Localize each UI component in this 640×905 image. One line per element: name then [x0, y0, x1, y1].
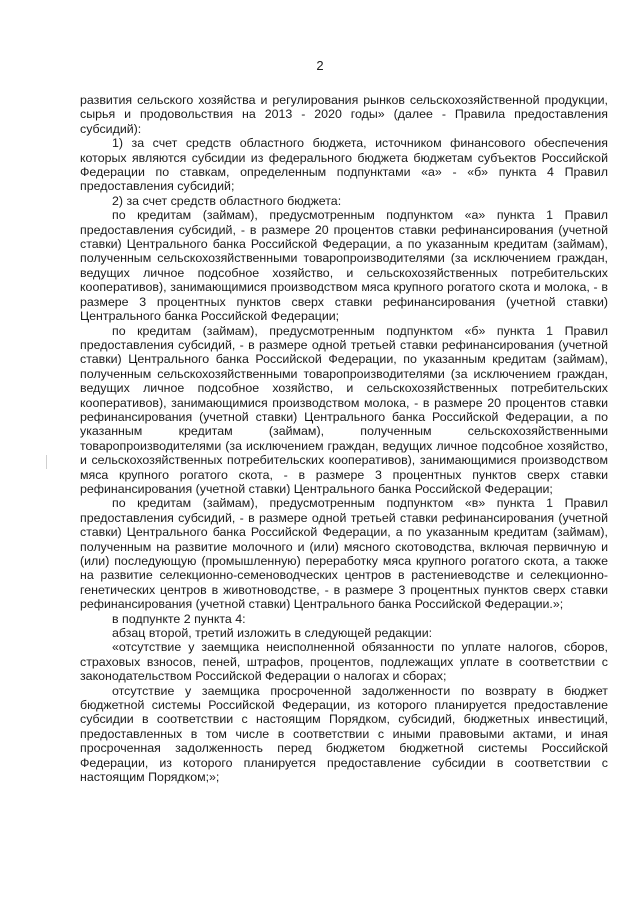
- paragraph-quote-taxes: «отсутствие у заемщика неисполненной обязанности по уплате налогов, сборов, страховых взносов, пеней, штрафов, процентов, подлежащих уплате в соответствии с законодательством Российской Федерации о налогах и сборах;: [80, 640, 608, 684]
- paragraph-subpoint-b: по кредитам (займам), предусмотренным подпунктом «б» пункта 1 Правил предоставления субсидий, - в размере одной третьей ставки рефинансирования (учетной ставки) Центрального банка Российской Федерации, по указанным кредитам (займам), полученным сельскохозяйственными товаропроизводителями (за исключением граждан, ведущих личное подсобное хозяйство, и сельскохозяйственных потребительских кооперативов), занимающимися производством молока, - в размере 20 процентов ставки рефинансирования (учетной ставки) Центрального банка Российской Федерации, а по указанным кредитам (займам), полученным сельскохозяйственными товаропроизводителями (за исключением граждан, ведущих личное подсобное хозяйство, и сельскохозяйственных потребительских кооперативов), занимающимися производством мяса крупного рогатого скота, - в размере 3 процентных пунктов сверх ставки рефинансирования (учетной ставки) Центрального банка Российской Федерации;: [80, 323, 608, 496]
- paragraph-item-2: 2) за счет средств областного бюджета:: [112, 193, 342, 208]
- paragraph-quote-debt: отсутствие у заемщика просроченной задолженности по возврату в бюджет бюджетной системы Российской Федерации, из которого планируется предоставление субсидии в соответствии с настоящим Порядком, субсидий, бюджетных инвестиций, предоставленных в том числе в соответствии с иными правовыми актами, и иная просроченная задолженность перед бюджетом бюджетной системы Российской Федерации, из которого планируется предоставление субсидии в соответствии с настоящим Порядком;»;: [80, 683, 608, 785]
- page-number: 2: [316, 58, 324, 73]
- paragraph-item-1: 1) за счет средств областного бюджета, источником финансового обеспечения которых являются субсидии из федерального бюджета бюджетам субъектов Российской Федерации по ставкам, определенным подпунктами «а» - «б» пункта 4 Правил предоставления субсидий;: [80, 136, 608, 194]
- paragraph-continuation: развития сельского хозяйства и регулирования рынков сельскохозяйственной продукции, сырья и продовольствия на 2013 - 2020 годы» (далее - Правила предоставления субсидий):: [80, 93, 608, 136]
- paragraph-subpoint-c: по кредитам (займам), предусмотренным подпунктом «в» пункта 1 Правил предоставления субсидий, - в размере одной третьей ставки рефинансирования (учетной ставки) Центрального банка Российской Федерации, а по указанным кредитам (займам), полученным на развитие молочного и (или) мясного скотоводства, включая первичную и (или) последующую (промышленную) переработку мяса крупного рогатого скота, а также на развитие селекционно-семеноводческих центров в растениеводстве и селекционно-генетических центров в животноводстве, - в размере 3 процентных пунктов сверх ставки рефинансирования (учетной ставки) Центрального банка Российской Федерации.»;: [80, 496, 608, 612]
- paragraph-amendment-instruction: абзац второй, третий изложить в следующей редакции:: [112, 626, 433, 641]
- margin-mark: [46, 455, 47, 469]
- document-body: [80, 93, 608, 785]
- paragraph-amendment-intro: в подпункте 2 пункта 4:: [112, 611, 246, 626]
- paragraph-subpoint-a: по кредитам (займам), предусмотренным подпунктом «а» пункта 1 Правил предоставления субсидий, - в размере 20 процентов ставки рефинансирования (учетной ставки) Центрального банка Российской Федерации, а по указанным кредитам (займам), полученным сельскохозяйственными товаропроизводителями (за исключением граждан, ведущих личное подсобное хозяйство, и сельскохозяйственных потребительских кооперативов), занимающимися производством мяса крупного рогатого скота и молока, - в размере 3 процентных пунктов сверх ставки рефинансирования (учетной ставки) Центрального банка Российской Федерации;: [80, 208, 608, 324]
